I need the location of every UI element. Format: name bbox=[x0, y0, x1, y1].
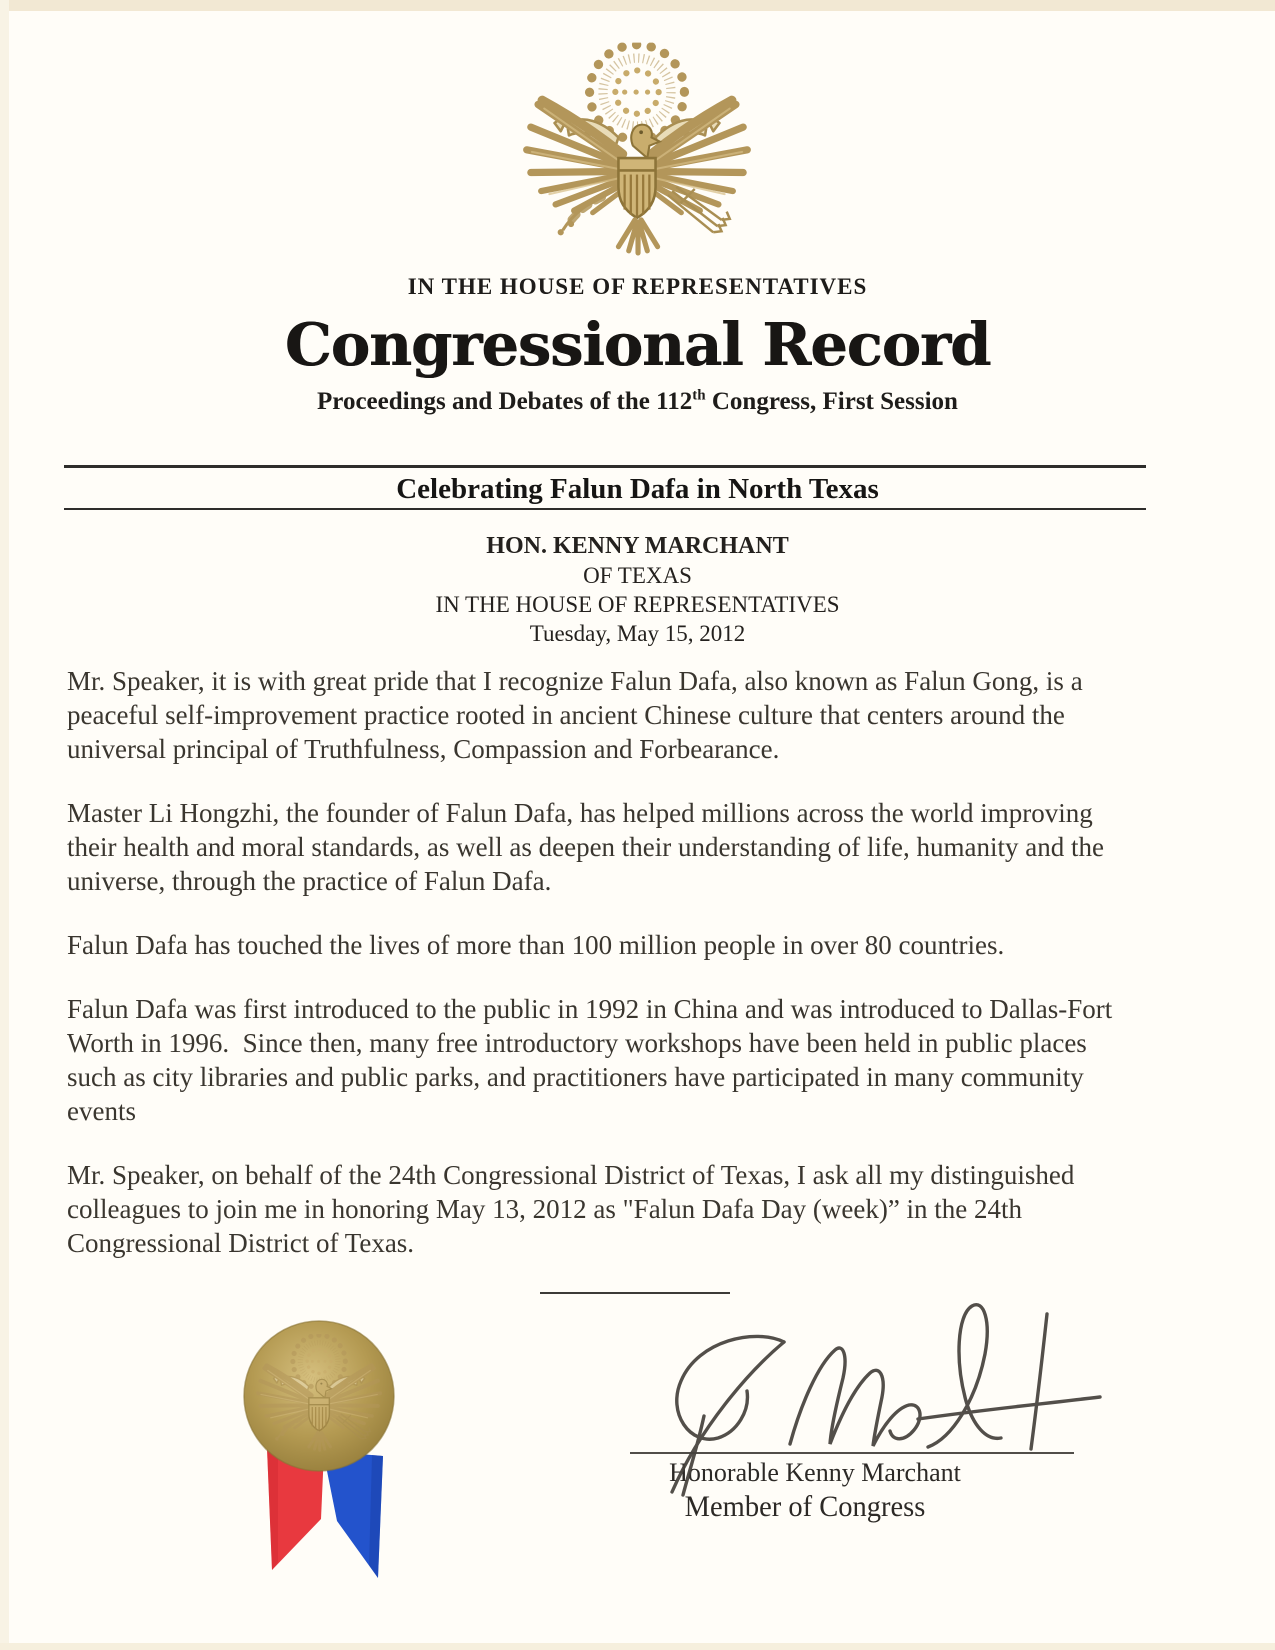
byline-block bbox=[0, 532, 1275, 648]
paragraph-3: Falun Dafa has touched the lives of more than 100 million people in over 80 countries. bbox=[67, 930, 1005, 960]
scan-edge-top bbox=[0, 0, 1275, 11]
paragraph-2: Master Li Hongzhi, the founder of Falun Dafa, has helped millions across the world improving their health and moral standards, as well as deepen their understanding of life, humanity and the universe, through the practice of Falun Dafa. bbox=[67, 798, 1111, 896]
chamber-line: IN THE HOUSE OF REPRESENTATIVES bbox=[407, 274, 868, 299]
paragraph-4: Falun Dafa was first introduced to the public in 1992 in China and was introduced to Dallas-Fort Worth in 1996. Since then, many free introductory workshops have been held in public places such as city libraries and public parks, and practitioners have participated in many community events bbox=[67, 994, 1119, 1126]
paragraph-1: Mr. Speaker, it is with great pride that I recognize Falun Dafa, also known as Falun Gong, is a peaceful self-improvement practice rooted in ancient Chinese culture that centers around the universal principal of Truthfulness, Compassion and Forbearance. bbox=[67, 666, 1090, 764]
paragraph-5: Mr. Speaker, on behalf of the 24th Congressional District of Texas, I ask all my distinguished colleagues to join me in honoring May 13, 2012 as "Falun Dafa Day (week)” in the 24th Congressional District of Texas. bbox=[67, 1160, 1082, 1258]
scan-edge-bottom bbox=[0, 1643, 1275, 1650]
title-rule-bottom bbox=[64, 508, 1146, 510]
record-title: Celebrating Falun Dafa in North Texas bbox=[396, 473, 879, 505]
speech-body bbox=[67, 664, 1137, 1290]
great-seal-eagle-icon bbox=[503, 42, 771, 270]
signer-title: Member of Congress bbox=[684, 1490, 926, 1523]
byline-state: OF TEXAS bbox=[583, 563, 692, 588]
scan-edge-left bbox=[0, 0, 9, 1650]
closing-divider bbox=[540, 1292, 730, 1294]
proceedings-prefix: Proceedings and Debates of the 112 bbox=[317, 388, 693, 415]
title-rule-top bbox=[64, 465, 1146, 468]
signer-name: Honorable Kenny Marchant bbox=[669, 1458, 961, 1487]
gold-foil-seal-with-ribbons bbox=[228, 1310, 402, 1600]
byline-honorific: HON. KENNY MARCHANT bbox=[486, 533, 789, 559]
byline-date: Tuesday, May 15, 2012 bbox=[529, 621, 746, 646]
proceedings-ordinal: th bbox=[692, 387, 706, 404]
masthead-title: Congressional Record bbox=[284, 310, 991, 379]
proceedings-line bbox=[0, 388, 1275, 416]
proceedings-suffix: Congress, First Session bbox=[705, 388, 958, 415]
byline-chamber: IN THE HOUSE OF REPRESENTATIVES bbox=[435, 592, 840, 617]
signature-line bbox=[630, 1452, 1074, 1454]
